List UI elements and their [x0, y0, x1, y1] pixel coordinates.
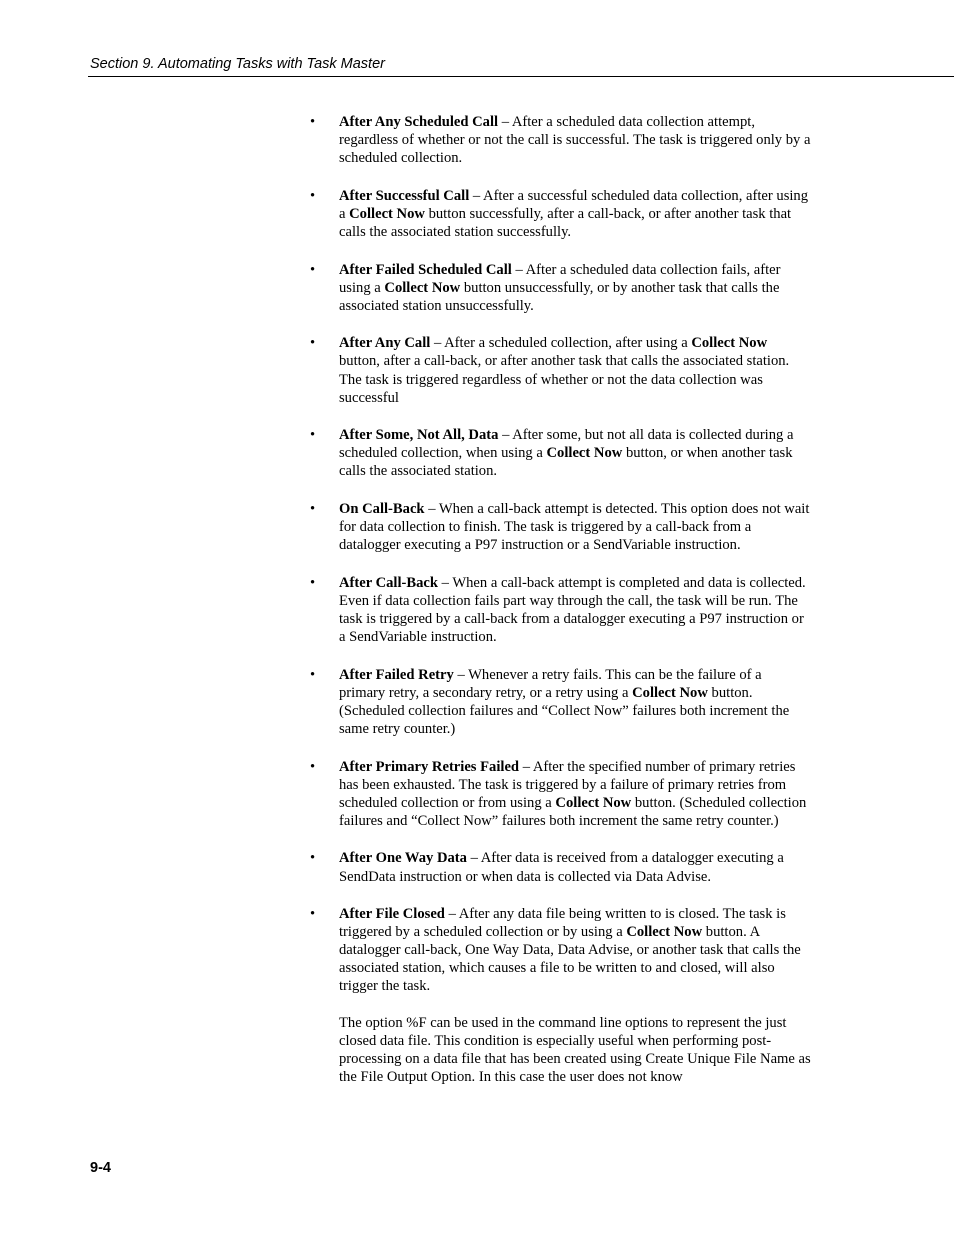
option-term: After Failed Scheduled Call: [339, 261, 512, 278]
list-item: [310, 334, 811, 406]
list-item: [310, 666, 811, 738]
trigger-option-list: [310, 113, 811, 996]
option-term: After Failed Retry: [339, 666, 454, 683]
list-item: [310, 500, 811, 554]
bullet-icon: •: [310, 335, 316, 352]
option-term: After One Way Data: [339, 850, 467, 867]
page-header: [88, 55, 954, 77]
collect-now-reference: Collect Now: [632, 684, 708, 701]
collect-now-reference: Collect Now: [626, 924, 703, 941]
list-item: [310, 758, 811, 830]
option-description: – After a scheduled data collection fails, after using a: [339, 261, 781, 296]
option-description: – Whenever a retry fails. This can be the failure of a primary retry, a secondary retry, or a retry using a: [339, 666, 762, 701]
bullet-icon: •: [310, 906, 316, 923]
bullet-icon: •: [310, 427, 316, 444]
option-description: button, after a call-back, or after another task that calls the associated station. The task is triggered regardless of whether or not the data collection was successful: [339, 353, 790, 406]
bullet-icon: •: [310, 574, 316, 591]
option-description: – After some, but not all data is collected during a scheduled collection, when using a: [339, 427, 794, 462]
collect-now-reference: Collect Now: [546, 445, 623, 462]
option-term: After File Closed: [339, 906, 445, 923]
option-description: button unsuccessfully, or by another task that calls the associated station unsuccessfully.: [339, 279, 780, 314]
option-description: button successfully, after a call-back, or after another task that calls the associated station successfully.: [339, 205, 792, 240]
option-description: button, or when another task calls the associated station.: [339, 445, 793, 480]
bullet-icon: •: [310, 261, 316, 278]
file-closed-note-paragraph: The option %F can be used in the command line options to represent the just closed data file. This condition is especially useful when performing post-processing on a data file that has been created using Create Unique File Name as the File Output Option. In this case the user does not know: [339, 1015, 811, 1086]
list-item: [310, 113, 811, 167]
option-description: – After data is received from a datalogger executing a SendData instruction or when data is collected via Data Advise.: [339, 850, 784, 885]
option-description: – When a call-back attempt is completed and data is collected. Even if data collection fails part way through the call, the task will be run. The task is triggered by a call-back from a datalogger executing a P97 instruction or a SendVariable instruction.: [339, 574, 806, 646]
list-item: [310, 261, 811, 315]
list-item: [310, 574, 811, 646]
bullet-icon: •: [310, 187, 316, 204]
list-item: [310, 187, 811, 241]
list-item: [310, 849, 811, 885]
option-term: On Call-Back: [339, 501, 425, 517]
option-description: – When a call-back attempt is detected. This option does not wait for data collection to finish. The task is triggered by a call-back from a datalogger executing a P97 instruction or a SendVariable instruction.: [339, 501, 810, 554]
option-description: button. (Scheduled collection failures and “Collect Now” failures both increment the same retry counter.): [339, 794, 807, 829]
collect-now-reference: Collect Now: [349, 205, 425, 222]
option-description: – After any data file being written to is closed. The task is triggered by a scheduled collection or by using a: [339, 906, 786, 941]
option-term: After Any Scheduled Call: [339, 114, 499, 130]
section-title: Section 9. Automating Tasks with Task Master: [90, 56, 385, 72]
main-content: [310, 113, 811, 1086]
option-term: After Call-Back: [339, 574, 439, 591]
option-term: After Successful Call: [339, 187, 470, 204]
collect-now-reference: Collect Now: [555, 794, 632, 811]
list-item: [310, 426, 811, 480]
option-description: button. (Scheduled collection failures and “Collect Now” failures both increment the same retry counter.): [339, 684, 790, 737]
option-description: – After a scheduled data collection attempt, regardless of whether or not the call is successful. The task is triggered only by a scheduled collection.: [339, 114, 811, 167]
option-term: After Any Call: [339, 335, 431, 352]
bullet-icon: •: [310, 114, 316, 130]
option-description: – After a scheduled collection, after using a: [430, 335, 692, 352]
option-description: – After a successful scheduled data collection, after using a: [339, 187, 809, 222]
collect-now-reference: Collect Now: [691, 335, 768, 352]
page-number: 9-4: [90, 1160, 111, 1176]
bullet-icon: •: [310, 666, 316, 683]
option-term: After Primary Retries Failed: [339, 758, 520, 775]
option-description: button. A datalogger call-back, One Way Data, Data Advise, or another task that calls the associated station, which causes a file to be written to and closed, will also trigger the task.: [339, 924, 801, 995]
bullet-icon: •: [310, 758, 316, 775]
collect-now-reference: Collect Now: [384, 279, 461, 296]
bullet-icon: •: [310, 501, 316, 517]
option-description: – After the specified number of primary retries has been exhausted. The task is triggered by a failure of primary retries from scheduled collection or from using a: [339, 758, 796, 811]
bullet-icon: •: [310, 850, 316, 867]
option-term: After Some, Not All, Data: [339, 427, 499, 444]
list-item: [310, 905, 811, 995]
